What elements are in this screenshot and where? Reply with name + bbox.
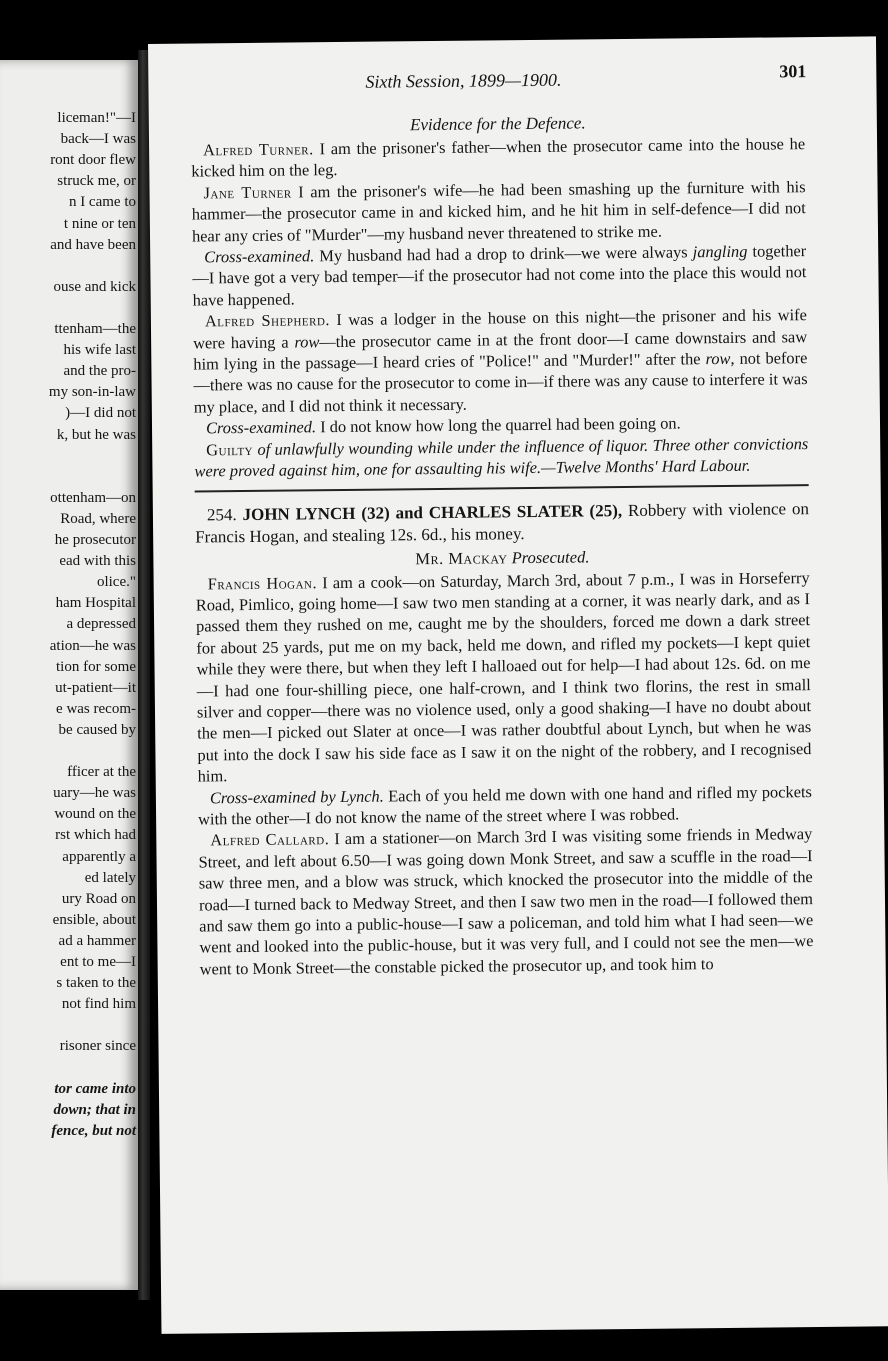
left-page-line: olice." bbox=[96, 574, 136, 591]
testimony-text: Each of you held me down with one hand and rifled my pockets with the other—I do not know the name of the street where I was robbed. bbox=[198, 781, 812, 829]
left-page-line: ouse and kick bbox=[53, 278, 136, 295]
left-page-line: ead with this bbox=[59, 553, 136, 570]
left-page-line: Road, where bbox=[60, 510, 136, 527]
left-page-line: struck me, or bbox=[57, 173, 136, 190]
testimony-paragraph bbox=[198, 781, 812, 830]
left-page-line: he prosecutor bbox=[54, 532, 136, 548]
left-page-line: ent to me—I bbox=[60, 954, 136, 970]
verdict-text: of unlawfully wounding while under the influence of liquor. Three other convictions were proved against him, one for assaulting his wife.—Twelve Months' Hard Labour. bbox=[194, 433, 809, 481]
left-page-line: my son-in-law bbox=[48, 384, 136, 401]
speaker-name: Alfred Turner. bbox=[203, 139, 314, 160]
left-page-line: and the pro- bbox=[63, 363, 136, 380]
left-page-line: k, but he was bbox=[56, 426, 136, 443]
testimony-text: I am a stationer—on March 3rd I was visiting some friends in Medway Street, and left about 6.50—I was going down Monk Street, and saw a scuffle in the road—I saw three men, and a blow was struck, which knocked the prosecutor into the middle of the road—I turned back to Medway Street, and then I saw two men in the road—I followed them and saw them go into a public-house—I saw a policeman, and told him what I had seen—we went and looked into the public-house, but it was very full, and I could not see the men—we went to Monk Street—the constable picked the prosecutor up, and took him to bbox=[198, 824, 814, 979]
case-number: 254. bbox=[206, 504, 237, 524]
emphasis-word: row bbox=[705, 348, 731, 369]
testimony-text: together—I have got a very bad temper—if the prosecutor had not come into the place this would not have happened. bbox=[192, 241, 807, 310]
book-gutter bbox=[138, 50, 150, 1300]
verdict-word: Guilty bbox=[206, 439, 254, 460]
testimony-text: I am the prisoner's wife—he had been smashing up the furniture with his hammer—the prosecutor came in and kicked him, and he hit him in self-defence—I did not hear any cries of "Murder"—my husband never threatened to strike me. bbox=[191, 176, 806, 246]
left-page-line: ront door flew bbox=[50, 152, 136, 169]
testimony-text: , not before—there was no cause for the prosecutor to come in—if there was any cause to interfere it was my place, and I did not think it necessary. bbox=[193, 348, 808, 417]
left-page-line: wound on the bbox=[54, 806, 136, 823]
left-page-line: ed lately bbox=[84, 869, 136, 886]
left-page-line: his wife last bbox=[63, 342, 136, 359]
left-page-line: not find him bbox=[61, 996, 136, 1013]
left-page-line: apparently a bbox=[62, 848, 136, 865]
left-page-line: ham Hospital bbox=[55, 595, 136, 612]
left-page-line: ut-patient—it bbox=[55, 679, 136, 696]
left-page-line: ttenham—the bbox=[54, 321, 136, 337]
right-page bbox=[148, 36, 888, 1334]
case-title bbox=[195, 498, 809, 548]
testimony-text: —the prosecutor came in at the front door—I came downstairs and saw him lying in the passage—I heard cries of "Police!" and "Murder!" after the bbox=[193, 326, 808, 374]
cross-examined-label: Cross-examined by Lynch. bbox=[209, 786, 384, 807]
testimony-paragraph bbox=[193, 304, 808, 417]
left-page-line: tor came into bbox=[54, 1080, 136, 1097]
left-page-line: down; that in bbox=[53, 1101, 136, 1118]
left-page-line: fence, but not bbox=[51, 1122, 136, 1139]
left-page-line: s taken to the bbox=[56, 975, 136, 992]
page-header bbox=[190, 47, 805, 113]
left-page-line: ottenham—on bbox=[50, 489, 136, 506]
cross-examined-label: Cross-examined. bbox=[205, 417, 317, 438]
testimony-paragraph bbox=[198, 823, 814, 979]
left-page-line: )—I did not bbox=[65, 405, 136, 422]
speaker-name: Alfred Callard. bbox=[210, 829, 330, 850]
cross-examined-label: Cross-examined. bbox=[204, 246, 315, 267]
emphasis-word: row bbox=[294, 331, 320, 352]
section-divider bbox=[195, 484, 809, 492]
left-page-line: ury Road on bbox=[61, 890, 136, 907]
left-page-fragment bbox=[0, 60, 138, 1290]
speaker-name: Alfred Shepherd. bbox=[204, 310, 331, 331]
left-page-line: ad a hammer bbox=[58, 932, 136, 949]
testimony-text: I am a cook—on Saturday, March 3rd, about 7 p.m., I was in Horseferry Road, Pimlico, going home—I saw two men standing at a corner, it was nearly dark, and as I passed them they rushed on me, caught me by the shoulders, forced me down a dark street for about 25 yards, put me on my back, held me down, and rifled my pockets—I kept quiet while they were there, but when they left I halloaed out for help—I had about 12s. 6d. on me—I had one four-shilling piece, one half-crown, and I think two florins, the rest in small silver and copper—there was no violence used, only a good shaking—I have no doubt about the men—I picked out Slater at once—I was rather doubtful about Lynch, but when he was put into the dock I saw his side face as I saw it on the night of the robbery, and I recognised him. bbox=[195, 567, 812, 786]
testimony-text: My husband had had a drop to drink—we were always bbox=[314, 242, 693, 266]
testimony-text: I was a lodger in the house on this night—the prisoner and his wife were having a bbox=[193, 305, 807, 353]
left-page-line: ensible, about bbox=[52, 911, 136, 928]
section-heading: Evidence for the Defence. bbox=[409, 113, 586, 135]
left-page-line: n I came to bbox=[68, 194, 136, 211]
left-page-line: uary—he was bbox=[53, 785, 136, 802]
left-page-line: rst which had bbox=[55, 827, 136, 844]
left-page-line: back—I was bbox=[60, 131, 136, 148]
speaker-name: Jane Turner bbox=[203, 182, 292, 203]
running-head: Sixth Session, 1899—1900. bbox=[365, 69, 562, 92]
speaker-name: Francis Hogan. bbox=[207, 572, 318, 593]
testimony-paragraph bbox=[196, 567, 812, 787]
page-number: 301 bbox=[779, 61, 807, 82]
left-page-line: tion for some bbox=[56, 658, 136, 675]
left-page-line: a depressed bbox=[66, 616, 136, 633]
left-page-line: risoner since bbox=[59, 1038, 136, 1055]
defendant-names: JOHN LYNCH (32) and CHARLES SLATER (25), bbox=[242, 500, 623, 524]
left-page-line: fficer at the bbox=[67, 764, 136, 781]
verdict bbox=[194, 433, 808, 482]
prosecutor-name: Mr. Mackay bbox=[415, 547, 508, 568]
left-page-line: e was recom- bbox=[56, 700, 136, 717]
testimony-text: I do not know how long the quarrel had been going on. bbox=[315, 413, 681, 437]
case-charge: Robbery with violence on Francis Hogan, and stealing 12s. 6d., his money. bbox=[195, 498, 810, 547]
testimony-paragraph bbox=[191, 133, 805, 182]
left-page-line: liceman!"—I bbox=[57, 110, 136, 126]
left-page-line: ation—he was bbox=[49, 637, 136, 654]
testimony-text: I am the prisoner's father—when the prosecutor came into the house he kicked him on the leg. bbox=[191, 134, 806, 181]
left-page-line: and have been bbox=[50, 236, 136, 253]
left-page-line: be caused by bbox=[58, 721, 136, 738]
prosecuted-word: Prosecuted. bbox=[511, 546, 590, 567]
testimony-paragraph bbox=[192, 240, 807, 311]
testimony-paragraph bbox=[191, 176, 806, 247]
left-page-line: t nine or ten bbox=[63, 215, 136, 232]
emphasis-word: jangling bbox=[692, 241, 748, 262]
page-content bbox=[190, 47, 814, 980]
